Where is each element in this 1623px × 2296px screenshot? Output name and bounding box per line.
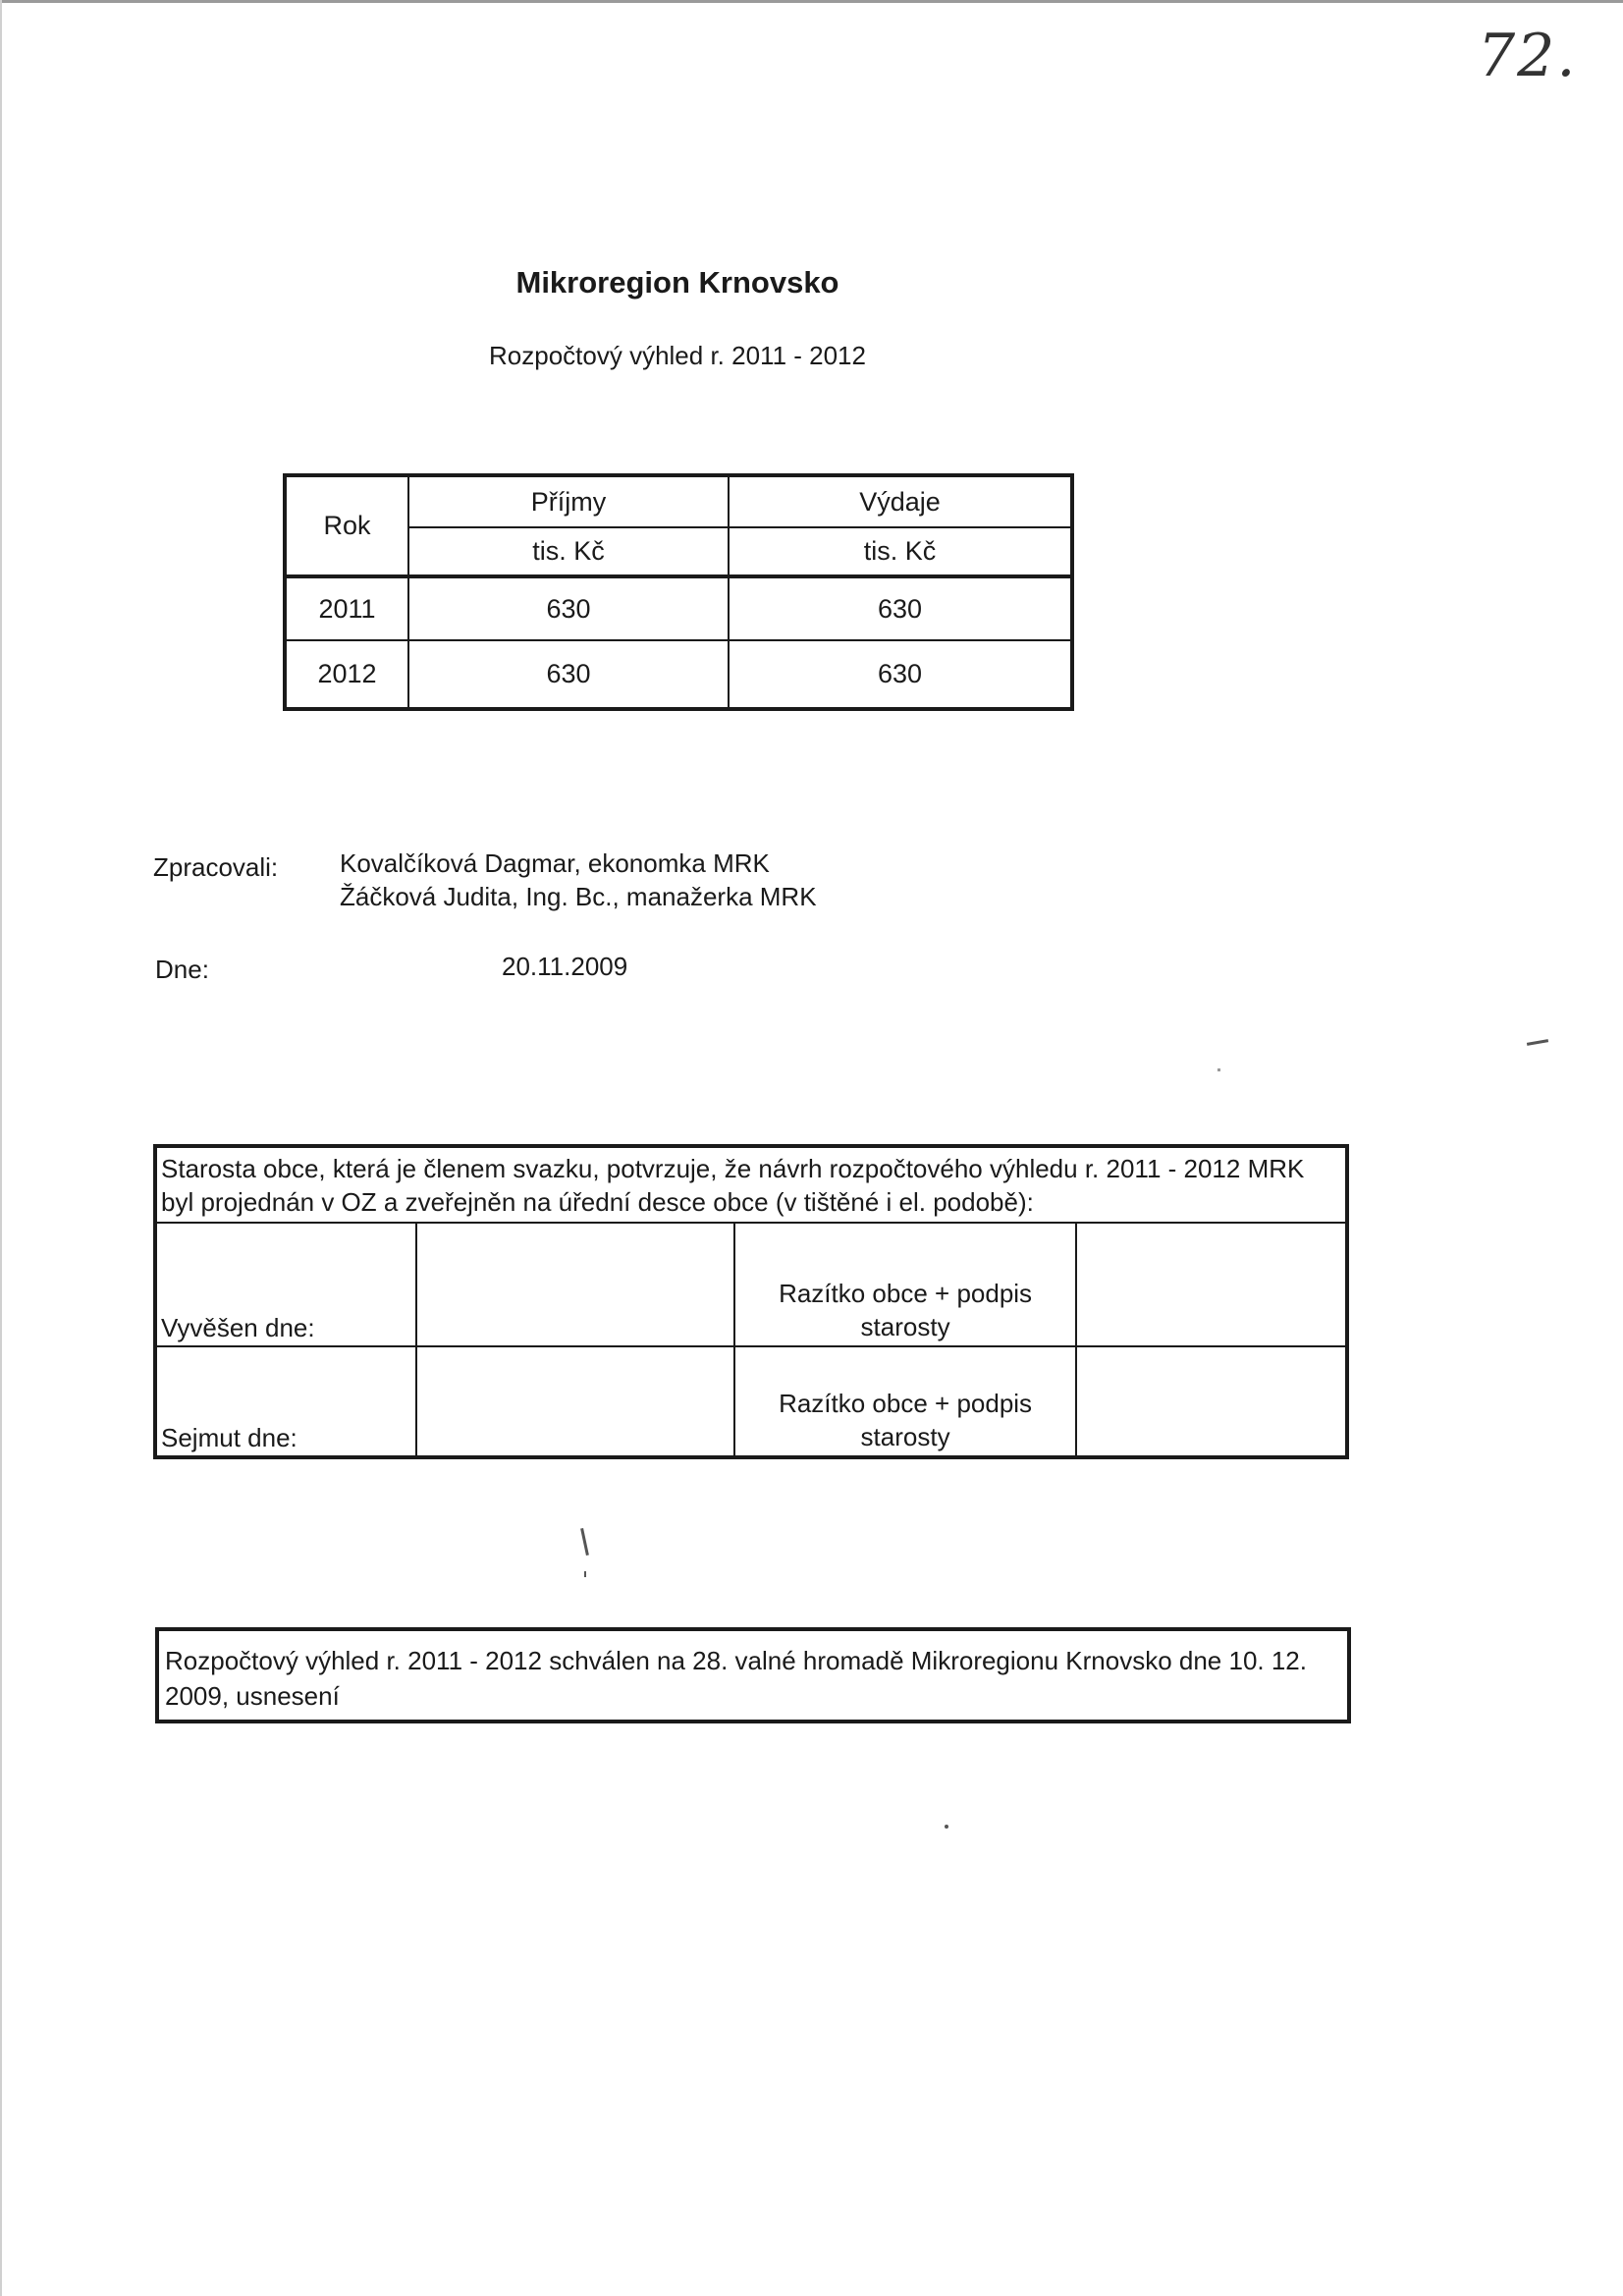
handwritten-page-number: 72.	[1478, 22, 1578, 90]
prepared-person-2: Žáčková Judita, Ing. Bc., manažerka MRK	[340, 882, 817, 911]
removed-signature-field	[1076, 1346, 1347, 1457]
table-row	[285, 576, 1072, 640]
scan-top-edge	[0, 0, 1623, 3]
removed-row	[155, 1346, 1347, 1457]
header-income: Příjmy	[408, 475, 729, 527]
scan-speck	[1217, 1068, 1220, 1071]
budget-table	[283, 473, 1074, 711]
date-value: 20.11.2009	[502, 952, 628, 981]
confirmation-statement: Starosta obce, která je členem svazku, potvrzuje, že návrh rozpočtového výhledu r. 2011 - 2012 MRK byl projednán v OZ a zveřejněn na úřední desce obce (v tištěné i el. podobě):	[155, 1146, 1347, 1223]
header-year: Rok	[285, 475, 408, 576]
header-expense: Výdaje	[729, 475, 1072, 527]
row-year: 2011	[285, 576, 408, 640]
row-expense: 630	[729, 576, 1072, 640]
row-expense: 630	[729, 640, 1072, 709]
approval-box	[155, 1627, 1351, 1723]
date-label: Dne:	[155, 955, 209, 984]
confirmation-box	[153, 1144, 1349, 1459]
posted-signature-field	[1076, 1223, 1347, 1346]
posted-label: Vyvěšen dne:	[155, 1223, 416, 1346]
table-row	[285, 640, 1072, 709]
approval-text: Rozpočtový výhled r. 2011 - 2012 schválen na 28. valné hromadě Mikroregionu Krnovsko dne 10. 12. 2009, usnesení	[165, 1646, 1307, 1711]
scan-speck	[945, 1825, 948, 1829]
posted-date-field	[416, 1223, 734, 1346]
removed-date-field	[416, 1346, 734, 1457]
unit-income: tis. Kč	[408, 527, 729, 576]
unit-expense: tis. Kč	[729, 527, 1072, 576]
document-subtitle: Rozpočtový výhled r. 2011 - 2012	[489, 341, 866, 370]
posted-row	[155, 1223, 1347, 1346]
row-income: 630	[408, 576, 729, 640]
scan-speck	[584, 1571, 586, 1577]
prepared-label: Zpracovali:	[153, 852, 279, 882]
document-title: Mikroregion Krnovsko	[515, 265, 839, 300]
removed-label: Sejmut dne:	[155, 1346, 416, 1457]
prepared-person-1: Kovalčíková Dagmar, ekonomka MRK	[340, 848, 770, 878]
scan-speck	[580, 1528, 589, 1556]
row-income: 630	[408, 640, 729, 709]
row-year: 2012	[285, 640, 408, 709]
scan-speck	[1527, 1039, 1548, 1046]
posted-stamp-label: Razítko obce + podpis starosty	[734, 1223, 1076, 1346]
removed-stamp-label: Razítko obce + podpis starosty	[734, 1346, 1076, 1457]
